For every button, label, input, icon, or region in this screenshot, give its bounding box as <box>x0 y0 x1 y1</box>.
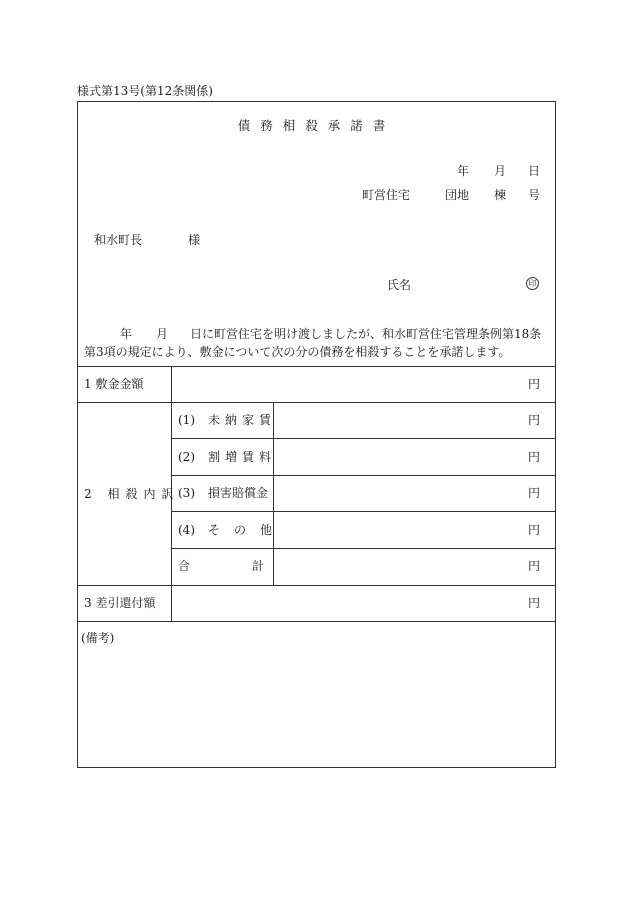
row-rule-3 <box>171 475 556 476</box>
total-label: 合計 <box>178 559 327 573</box>
form-frame <box>77 101 556 768</box>
row-rule-6 <box>77 585 556 586</box>
addressee-name: 和水町長 <box>94 233 143 247</box>
table-bottom-rule <box>77 621 556 622</box>
seal-mark: 印 <box>526 277 539 290</box>
item-unit-3: 円 <box>528 486 541 500</box>
addressee-honorific: 様 <box>188 233 201 247</box>
item-no-4: (4) <box>178 523 195 537</box>
item-label-unpaid-rent: 未納家賃 <box>208 413 277 427</box>
housing-label: 町営住宅 <box>362 188 411 202</box>
document-title: 債務相殺承諾書 <box>237 118 396 133</box>
item-no-1: (1) <box>178 413 195 427</box>
date-month-label: 月 <box>494 164 507 178</box>
body-year: 年 <box>120 327 133 341</box>
item-label-other: その他 <box>208 523 287 537</box>
signature-name-label: 氏名 <box>387 278 412 292</box>
date-day-label: 日 <box>528 164 541 178</box>
body-text: 日に町営住宅を明け渡しましたが、和水町営住宅管理条例第18条第3項の規定により、敷金について次の分の債務を相殺することを承諾します。 <box>84 327 542 359</box>
refund-unit: 円 <box>528 596 541 610</box>
danchi-label: 団地 <box>445 188 470 202</box>
item-label-damages: 損害賠償金 <box>208 486 269 500</box>
offset-breakdown-label: 2 相殺内訳 <box>84 487 180 501</box>
deposit-amount-label: 1 敷金金額 <box>84 377 144 391</box>
item-label-surcharge-rent: 割増賃料 <box>208 450 277 464</box>
refund-amount-label: 3 差引還付額 <box>84 596 156 610</box>
item-no-3: (3) <box>178 486 195 500</box>
row-rule-2 <box>171 438 556 439</box>
total-unit: 円 <box>528 559 541 573</box>
item-no-2: (2) <box>178 450 195 464</box>
row-rule-5 <box>171 548 556 549</box>
item-unit-1: 円 <box>528 413 541 427</box>
building-label: 棟 <box>494 188 507 202</box>
item-unit-2: 円 <box>528 450 541 464</box>
item-unit-4: 円 <box>528 523 541 537</box>
table-top-rule <box>77 366 556 367</box>
consent-paragraph <box>84 325 552 361</box>
row-rule-4 <box>171 511 556 512</box>
room-number-label: 号 <box>528 188 541 202</box>
item-column-rule <box>273 402 274 585</box>
row-rule-1 <box>77 402 556 403</box>
date-year-label: 年 <box>457 164 470 178</box>
remarks-label: (備考) <box>81 631 115 645</box>
body-month: 月 <box>156 327 169 341</box>
form-number-label: 様式第13号(第12条関係) <box>77 84 213 98</box>
deposit-unit: 円 <box>528 377 541 391</box>
